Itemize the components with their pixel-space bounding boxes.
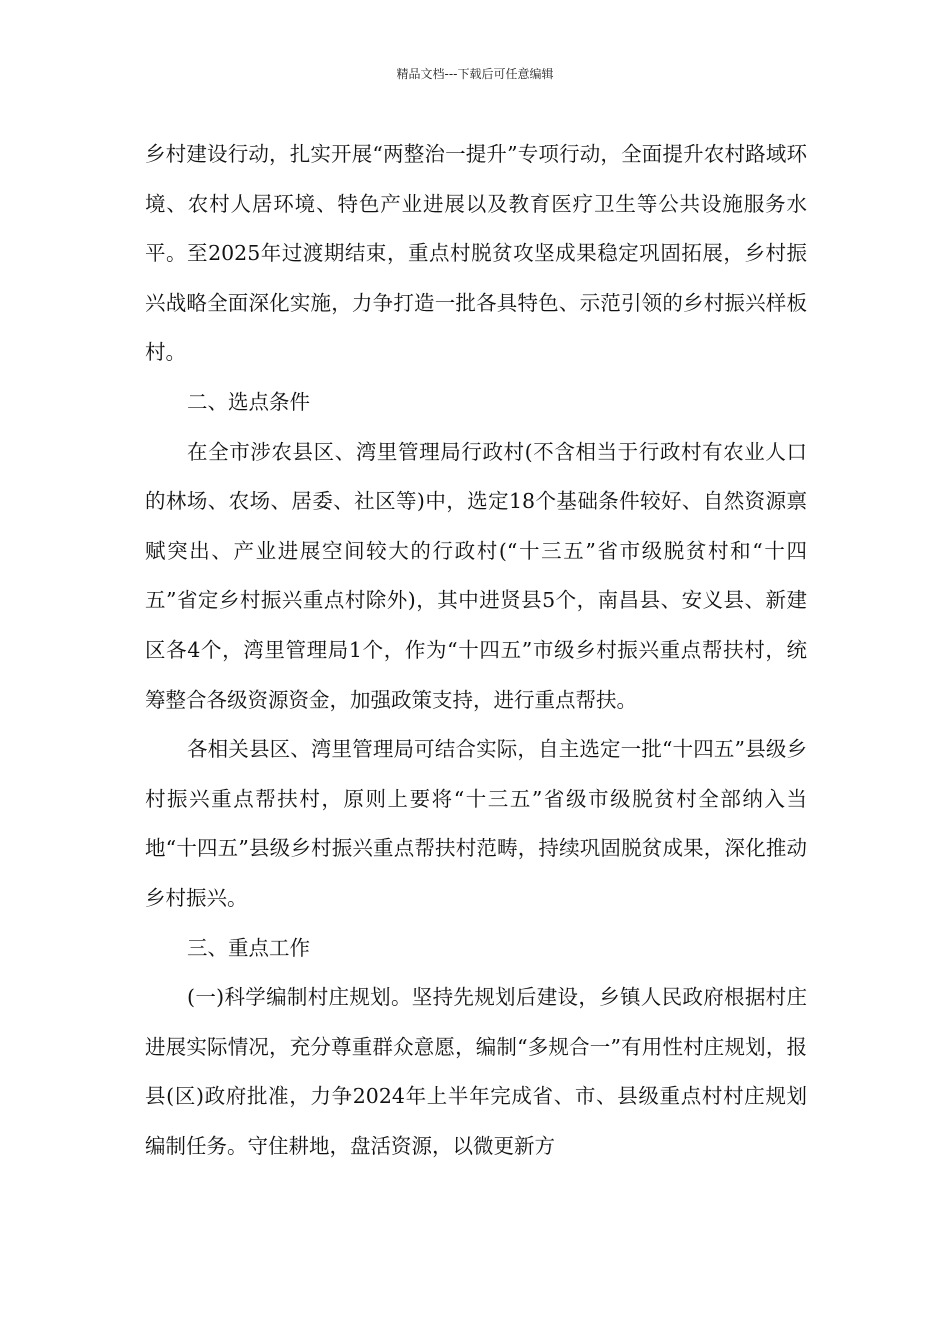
paragraph-selection-scope: 在全市涉农县区、湾里管理局行政村(不含相当于行政村有农业人口的林场、农场、居委、社区等)中，选定18个基础条件较好、自然资源禀赋突出、产业进展空间较大的行政村(“十三五”省市级脱贫村和“十四五”省定乡村振兴重点村除外)，其中进贤县5个，南昌县、安义县、新建区各4个，湾里管理局1个，作为“十四五”市级乡村振兴重点帮扶村，统筹整合各级资源资金，加强政策支持，进行重点帮扶。	[145, 439, 807, 712]
section-heading-selection-criteria: 二、选点条件	[187, 389, 310, 414]
document-body	[145, 130, 807, 1171]
paragraph-village-planning: (一)科学编制村庄规划。坚持先规划后建设，乡镇人民政府根据村庄进展实际情况，充分尊重群众意愿，编制“多规合一”有用性村庄规划，报县(区)政府批准，力争2024年上半年完成省、市、县级重点村村庄规划编制任务。守住耕地，盘活资源，以微更新方	[145, 985, 807, 1158]
paragraph-continuation: 乡村建设行动，扎实开展“两整治一提升”专项行动，全面提升农村路域环境、农村人居环境、特色产业进展以及教育医疗卫生等公共设施服务水平。至2025年过渡期结束，重点村脱贫攻坚成果稳定巩固拓展，乡村振兴战略全面深化实施，力争打造一批各具特色、示范引领的乡村振兴样板村。	[145, 142, 807, 365]
paragraph-county-selection: 各相关县区、湾里管理局可结合实际，自主选定一批“十四五”县级乡村振兴重点帮扶村，原则上要将“十三五”省级市级脱贫村全部纳入当地“十四五”县级乡村振兴重点帮扶村范畴，持续巩固脱贫成果，深化推动乡村振兴。	[145, 737, 807, 910]
section-heading-key-work: 三、重点工作	[187, 935, 310, 960]
page-header: 精品文档---下载后可任意编辑	[396, 67, 554, 81]
